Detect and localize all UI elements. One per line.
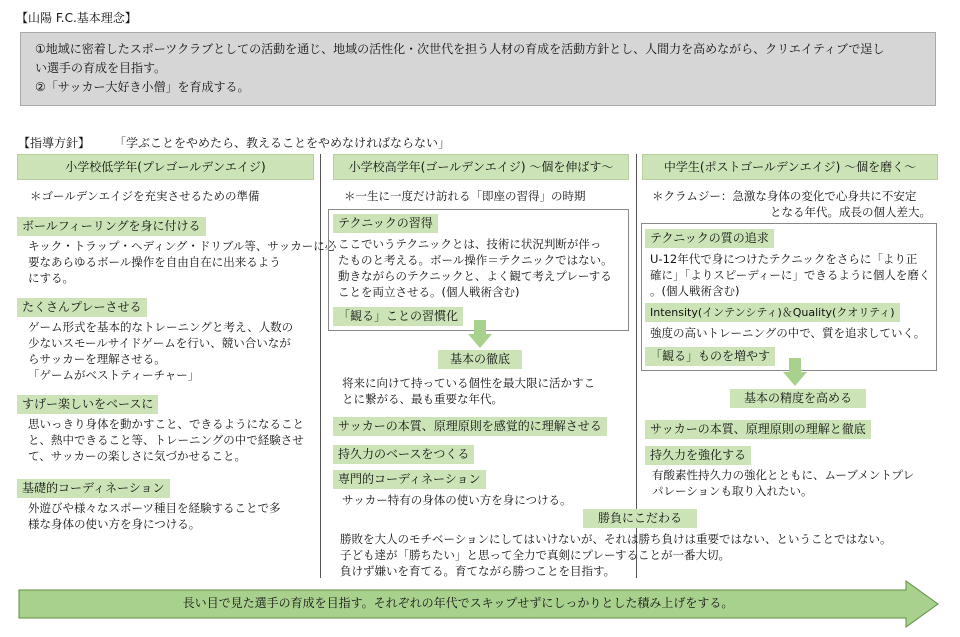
col2-section-label: 持久力のベースをつくる — [333, 445, 474, 464]
text-line: て、サッカーの楽しさに気づかせること。 — [28, 449, 247, 463]
col2-section-label: サッカーの本質、原理原則を感覚的に理解させる — [333, 417, 607, 436]
arrow-text: 長い目で見た選手の育成を目指す。それぞれの年代でスキップせずにしっかりとした積み上げをする。 — [182, 596, 734, 610]
text-line: と、熱中できること等、トレーニングの中で経験させ — [28, 433, 304, 447]
text-line: にする。 — [28, 271, 74, 285]
col2-section-text: サッカー特有の身体の使い方を身につける。 — [342, 493, 572, 507]
col1-section-text — [28, 500, 281, 532]
col3-section-text — [652, 467, 914, 499]
philosophy-line2: い選手の育成を目指す。 — [35, 61, 167, 75]
col1-note: ＊ゴールデンエイジを充実させるための準備 — [30, 189, 260, 203]
text-line: ゲーム形式を基本的なトレーニングと考え、人数の — [28, 320, 294, 334]
guideline-title: 【指導方針】 — [18, 136, 91, 150]
philosophy-line1: ①地域に密着したスポーツクラブとしての活動を通じ、地域の活性化・次世代を担う人材の育成を活動方針とし、人間力を高めながら、クリエイティブで逞し — [35, 42, 885, 56]
col1-section-text — [28, 238, 336, 286]
col1-section-label: たくさんプレーさせる — [17, 298, 147, 317]
text-line: ことを両立させる。(個人戦術含む) — [338, 285, 520, 299]
col2-base-text — [342, 375, 595, 407]
text-line: 動きながらのテクニックと、よく観て考えプレーする — [338, 269, 612, 283]
col3-box-label: 「観る」ものを増やす — [645, 347, 775, 366]
text-line: とに繋がる、最も重要な年代。 — [342, 392, 503, 406]
col3-box-label: テクニックの質の追求 — [645, 229, 774, 248]
text-line: 有酸素性持久力の強化とともに、ムーブメントプレ — [652, 468, 915, 482]
column-divider — [320, 154, 321, 578]
col3-section-label: 持久力を強化する — [645, 446, 751, 465]
text-line: 負けず嫌いを育てる。育てながら勝つことを目指す。 — [340, 564, 616, 578]
text-line: となる年代。成長の個人差大。 — [770, 205, 931, 219]
text-line: ここでいうテクニックとは、技術に状況判断が伴っ — [338, 237, 602, 251]
col1-section-label: ボールフィーリングを身に付ける — [17, 217, 206, 236]
col2-box-label: 「観る」ことの習慣化 — [333, 307, 463, 326]
col1-section-text — [28, 416, 304, 464]
col2-note: ＊一生に一度だけ訪れる「即座の習得」の時期 — [344, 189, 586, 203]
text-line: 要なあらゆるボール操作を自由自在に出来るよう — [28, 255, 281, 269]
text-line: パレーションも取り入れたい。 — [652, 484, 813, 498]
text-line: らサッカーを理解させる。 — [28, 352, 166, 366]
col3-base-label: 基本の精度を高める — [730, 389, 866, 408]
text-line: 。(個人戦術含む) — [650, 284, 740, 298]
text-line: 思いっきり身体を動かすこと、できるようになること — [28, 417, 304, 431]
text-line: U-12年代で身につけたテクニックをさらに「より正 — [650, 252, 918, 266]
philosophy-box — [20, 32, 936, 106]
winning-label: 勝負にこだわる — [583, 509, 697, 528]
col1-section-label: すげー楽しいをベースに — [17, 395, 158, 414]
col2-base-label: 基本の徹底 — [438, 350, 522, 369]
text-line: 様な身体の使い方を身につける。 — [28, 517, 201, 531]
philosophy-line3: ②「サッカー大好き小僧」を育成する。 — [35, 80, 250, 94]
col2-box-label: テクニックの習得 — [333, 214, 438, 233]
text-line: 外遊びや様々なスポーツ種目を経験することで多 — [28, 501, 281, 515]
winning-text — [340, 531, 892, 579]
text-line: 「ゲームがベストティーチャー」 — [28, 368, 200, 382]
col3-header: 中学生(ポストゴールデンエイジ) ～個を磨く～ — [642, 154, 938, 180]
text-line: 少ないスモールサイドゲームを行い、競い合いなが — [28, 336, 291, 350]
col3-note — [652, 188, 931, 220]
col2-header: 小学校高学年(ゴールデンエイジ) ～個を伸ばす～ — [333, 154, 629, 180]
text-line: たものと考える。ボール操作＝テクニックではない。 — [338, 253, 613, 267]
col1-section-text — [28, 319, 293, 383]
col3-section-label: サッカーの本質、原理原則の理解と徹底 — [645, 420, 871, 439]
col3-box-text — [650, 251, 930, 299]
col2-box-text — [338, 236, 613, 300]
text-line: 子ども達が「勝ちたい」と思って全力で真剣にプレーすることが一番大切。 — [340, 548, 730, 562]
text-line: 確に」「よりスピーディーに」できるように個人を磨く — [650, 268, 931, 282]
guideline-quote: 「学ぶことをやめたら、教えることをやめなければならない」 — [114, 136, 451, 150]
text-line: 勝敗を大人のモチベーションにしてはいけないが、それは勝ち負けは重要ではない、ということではない。 — [340, 532, 892, 546]
col1-header: 小学校低学年(プレゴールデンエイジ) — [17, 154, 314, 180]
down-arrow — [783, 358, 807, 386]
col2-section-label: 専門的コーディネーション — [333, 470, 486, 489]
down-arrow — [468, 320, 492, 348]
col3-box-label: Intensity(インテンシティ)＆Quality(クオリティ) — [645, 303, 900, 322]
text-line: 将来に向けて持っている個性を最大限に活かすこ — [342, 376, 595, 390]
philosophy-title: 【山陽 F.C.基本理念】 — [16, 11, 137, 25]
text-line: ＊クラムジー：急激な身体の変化で心身共に不安定 — [652, 189, 917, 203]
text-line: キック・トラップ・ヘディング・ドリブル等、サッカーに必 — [28, 239, 337, 253]
col3-box-text: 強度の高いトレーニングの中で、質を追求していく。 — [650, 326, 926, 340]
col1-section-label: 基礎的コーディネーション — [17, 479, 170, 498]
